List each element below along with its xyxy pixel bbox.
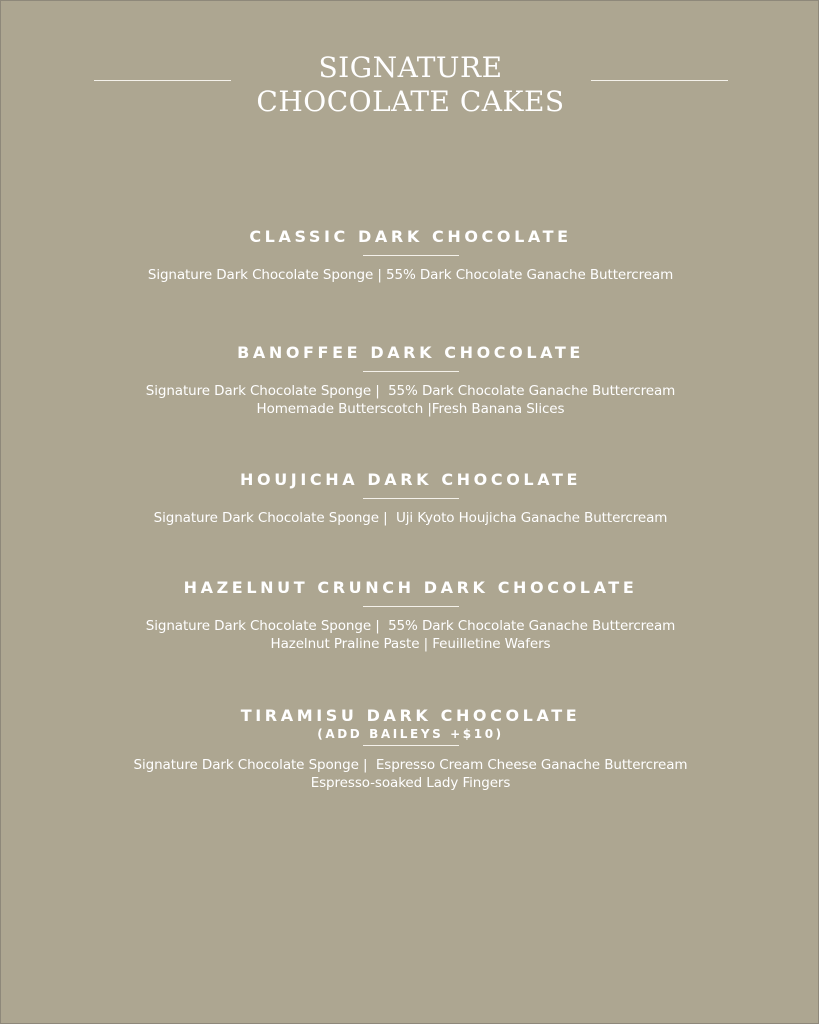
description-line: Signature Dark Chocolate Sponge | 55% Dark Chocolate Ganache Buttercream	[145, 383, 676, 399]
description-line: Signature Dark Chocolate Sponge | 55% Dark Chocolate Ganache Buttercream	[147, 267, 674, 283]
item-divider	[363, 255, 459, 256]
item-divider	[363, 498, 459, 499]
item-divider	[363, 606, 459, 607]
menu-item-name: BANOFFEE DARK CHOCOLATE	[237, 343, 584, 362]
description-line: Homemade Butterscotch |Fresh Banana Slices	[256, 401, 565, 417]
menu-item-name: HOUJICHA DARK CHOCOLATE	[240, 470, 581, 489]
menu-item-description	[1, 617, 819, 653]
item-divider	[363, 371, 459, 372]
menu-item-name: CLASSIC DARK CHOCOLATE	[249, 227, 572, 246]
menu-item-addon: (ADD BAILEYS +$10)	[317, 727, 504, 741]
menu-item-houjicha	[1, 470, 819, 527]
menu-item-banoffee	[1, 343, 819, 418]
description-line: Espresso-soaked Lady Fingers	[310, 775, 511, 791]
menu-title-line2: CHOCOLATE CAKES	[256, 85, 565, 118]
menu-item-name: HAZELNUT CRUNCH DARK CHOCOLATE	[183, 578, 638, 597]
description-line: Signature Dark Chocolate Sponge | Espresso Cream Cheese Ganache Buttercream	[133, 757, 688, 773]
menu-item-description	[1, 756, 819, 792]
description-line: Signature Dark Chocolate Sponge | Uji Kyoto Houjicha Ganache Buttercream	[153, 510, 668, 526]
menu-item-hazelnut	[1, 578, 819, 653]
menu-item-description	[1, 266, 819, 284]
menu-item-name: TIRAMISU DARK CHOCOLATE	[240, 706, 581, 725]
description-line: Hazelnut Praline Paste | Feuilletine Wafers	[270, 636, 551, 652]
menu-item-tiramisu	[1, 706, 819, 792]
menu-title	[1, 51, 819, 119]
menu-item-classic	[1, 227, 819, 284]
menu-item-description	[1, 509, 819, 527]
description-line: Signature Dark Chocolate Sponge | 55% Dark Chocolate Ganache Buttercream	[145, 618, 676, 634]
menu-title-line1: SIGNATURE	[318, 51, 503, 84]
menu-item-description	[1, 382, 819, 418]
item-divider	[363, 745, 459, 746]
